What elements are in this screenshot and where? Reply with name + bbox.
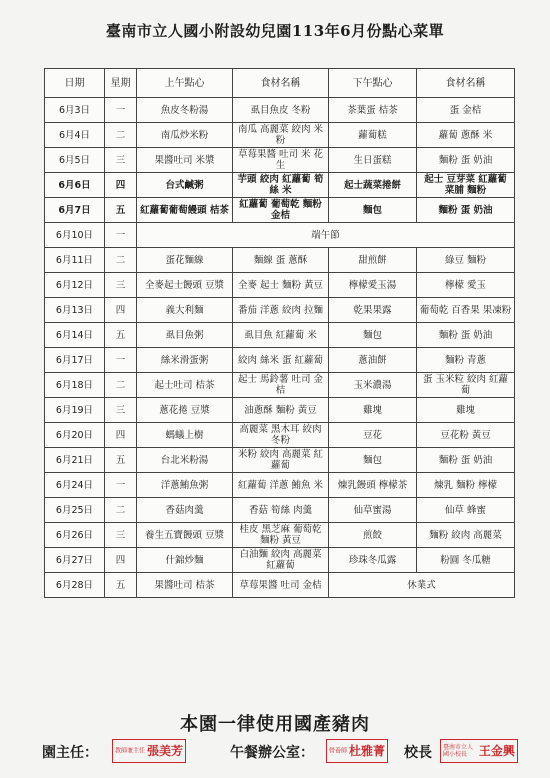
table-row <box>45 373 515 398</box>
signature-row <box>0 738 550 768</box>
am-ingredients-cell: 虱目魚 紅蘿蔔 米 <box>233 323 329 348</box>
am-ingredients-cell: 桂皮 黑芝麻 葡萄乾 麵粉 黃豆 <box>233 523 329 548</box>
pm-snack-cell: 豆花 <box>329 423 417 448</box>
holiday-note: 端午節 <box>137 223 515 248</box>
table-row <box>45 548 515 573</box>
date-cell: 6月18日 <box>45 373 105 398</box>
am-ingredients-cell: 起士 馬鈴薯 吐司 金桔 <box>233 373 329 398</box>
weekday-cell: 五 <box>105 323 137 348</box>
pm-ingredients-cell: 麵粉 絞肉 高麗菜 <box>417 523 515 548</box>
director-stamp <box>112 739 186 763</box>
weekday-cell: 一 <box>105 98 137 123</box>
table-row <box>45 523 515 548</box>
date-cell: 6月10日 <box>45 223 105 248</box>
pm-ingredients-cell: 葡萄乾 百香果 果凍粉 <box>417 298 515 323</box>
table-row <box>45 323 515 348</box>
date-cell: 6月21日 <box>45 448 105 473</box>
pm-ingredients-cell: 仙草 蜂蜜 <box>417 498 515 523</box>
pm-ingredients-cell: 粉圓 冬瓜糖 <box>417 548 515 573</box>
kitchen-stamp-name: 杜雅菁 <box>348 744 385 758</box>
pm-ingredients-cell: 煉乳 麵粉 檸檬 <box>417 473 515 498</box>
pm-ingredients-cell: 雞塊 <box>417 398 515 423</box>
principal-label: 校長 <box>404 745 432 761</box>
pm-ingredients-cell: 麵粉 蛋 奶油 <box>417 148 515 173</box>
am-snack-cell: 果醬吐司 桔茶 <box>137 573 233 598</box>
pm-ingredients-cell: 麵粉 蛋 奶油 <box>417 448 515 473</box>
date-cell: 6月7日 <box>45 198 105 223</box>
am-snack-cell: 全麥起士饅頭 豆漿 <box>137 273 233 298</box>
principal-stamp-name: 王金興 <box>478 744 515 758</box>
weekday-cell: 五 <box>105 198 137 223</box>
am-ingredients-cell: 米粉 絞肉 高麗菜 紅蘿蔔 <box>233 448 329 473</box>
pm-ingredients-cell: 麵粉 青蔥 <box>417 348 515 373</box>
pm-snack-cell: 仙草蜜湯 <box>329 498 417 523</box>
header-pm-snack: 下午點心 <box>329 69 417 98</box>
am-ingredients-cell: 麵線 蛋 蔥酥 <box>233 248 329 273</box>
am-snack-cell: 香菇肉羹 <box>137 498 233 523</box>
pm-snack-cell: 生日蛋糕 <box>329 148 417 173</box>
pm-snack-cell: 麵包 <box>329 448 417 473</box>
weekday-cell: 三 <box>105 398 137 423</box>
date-cell: 6月11日 <box>45 248 105 273</box>
weekday-cell: 四 <box>105 548 137 573</box>
weekday-cell: 四 <box>105 298 137 323</box>
date-cell: 6月14日 <box>45 323 105 348</box>
closing-ceremony-note: 休業式 <box>329 573 515 598</box>
date-cell: 6月26日 <box>45 523 105 548</box>
table-row <box>45 348 515 373</box>
am-ingredients-cell: 紅蘿蔔 葡萄乾 麵粉 金桔 <box>233 198 329 223</box>
am-snack-cell: 南瓜炒米粉 <box>137 123 233 148</box>
weekday-cell: 一 <box>105 473 137 498</box>
am-snack-cell: 魚皮冬粉湯 <box>137 98 233 123</box>
pm-ingredients-cell: 起士 豆芽菜 紅蘿蔔 菜脯 麵粉 <box>417 173 515 198</box>
table-row <box>45 273 515 298</box>
pm-ingredients-cell: 蛋 玉米粒 絞肉 紅蘿蔔 <box>417 373 515 398</box>
am-ingredients-cell: 虱目魚皮 冬粉 <box>233 98 329 123</box>
table-row <box>45 173 515 198</box>
am-ingredients-cell: 油蔥酥 麵粉 黃豆 <box>233 398 329 423</box>
am-ingredients-cell: 全麥 起士 麵粉 黃豆 <box>233 273 329 298</box>
table-row <box>45 448 515 473</box>
am-ingredients-cell: 南瓜 高麗菜 絞肉 米粉 <box>233 123 329 148</box>
date-cell: 6月25日 <box>45 498 105 523</box>
pm-ingredients-cell: 檸檬 愛玉 <box>417 273 515 298</box>
am-snack-cell: 虱目魚粥 <box>137 323 233 348</box>
kitchen-stamp <box>326 739 388 763</box>
pm-snack-cell: 起士蔬菜捲餅 <box>329 173 417 198</box>
table-header-row <box>45 69 515 98</box>
table-row <box>45 498 515 523</box>
date-cell: 6月6日 <box>45 173 105 198</box>
header-pm-ingredients: 食材名稱 <box>417 69 515 98</box>
date-cell: 6月27日 <box>45 548 105 573</box>
pm-ingredients-cell: 蘿蔔 蔥酥 米 <box>417 123 515 148</box>
pm-ingredients-cell: 麵粉 蛋 奶油 <box>417 323 515 348</box>
pm-snack-cell: 麵包 <box>329 323 417 348</box>
table-row <box>45 423 515 448</box>
weekday-cell: 五 <box>105 573 137 598</box>
pm-snack-cell: 煉乳饅頭 檸檬茶 <box>329 473 417 498</box>
weekday-cell: 二 <box>105 248 137 273</box>
table-row <box>45 198 515 223</box>
am-ingredients-cell: 紅蘿蔔 洋蔥 鮪魚 米 <box>233 473 329 498</box>
am-snack-cell: 義大利麵 <box>137 298 233 323</box>
table-row <box>45 248 515 273</box>
weekday-cell: 一 <box>105 348 137 373</box>
table-row <box>45 223 515 248</box>
am-ingredients-cell: 高麗菜 黑木耳 絞肉 冬粉 <box>233 423 329 448</box>
am-ingredients-cell: 草莓果醬 吐司 金桔 <box>233 573 329 598</box>
date-cell: 6月24日 <box>45 473 105 498</box>
weekday-cell: 三 <box>105 273 137 298</box>
weekday-cell: 四 <box>105 173 137 198</box>
am-snack-cell: 起士吐司 桔茶 <box>137 373 233 398</box>
pm-ingredients-cell: 麵粉 蛋 奶油 <box>417 198 515 223</box>
table-row <box>45 148 515 173</box>
weekday-cell: 二 <box>105 498 137 523</box>
header-weekday: 星期 <box>105 69 137 98</box>
weekday-cell: 三 <box>105 148 137 173</box>
am-snack-cell: 螞蟻上樹 <box>137 423 233 448</box>
principal-stamp <box>440 739 518 763</box>
table-row <box>45 123 515 148</box>
am-snack-cell: 台北米粉湯 <box>137 448 233 473</box>
date-cell: 6月19日 <box>45 398 105 423</box>
header-am-ingredients: 食材名稱 <box>233 69 329 98</box>
weekday-cell: 五 <box>105 448 137 473</box>
snack-menu-table <box>44 68 515 598</box>
am-ingredients-cell: 絞肉 絲米 蛋 紅蘿蔔 <box>233 348 329 373</box>
pm-snack-cell: 煎餃 <box>329 523 417 548</box>
am-snack-cell: 洋蔥鮪魚粥 <box>137 473 233 498</box>
weekday-cell: 四 <box>105 423 137 448</box>
am-snack-cell: 蛋花麵線 <box>137 248 233 273</box>
date-cell: 6月17日 <box>45 348 105 373</box>
weekday-cell: 三 <box>105 523 137 548</box>
kitchen-stamp-title: 營養師 <box>329 747 348 755</box>
pm-snack-cell: 雞塊 <box>329 398 417 423</box>
am-snack-cell: 蔥花捲 豆漿 <box>137 398 233 423</box>
pork-origin-notice: 本園一律使用國產豬肉 <box>180 714 370 735</box>
header-date: 日期 <box>45 69 105 98</box>
date-cell: 6月13日 <box>45 298 105 323</box>
weekday-cell: 二 <box>105 123 137 148</box>
header-am-snack: 上午點心 <box>137 69 233 98</box>
date-cell: 6月12日 <box>45 273 105 298</box>
am-snack-cell: 絲米滑蛋粥 <box>137 348 233 373</box>
pm-snack-cell: 蔥油餅 <box>329 348 417 373</box>
director-stamp-title: 教師兼主任 <box>115 747 146 755</box>
am-ingredients-cell: 白油麵 絞肉 高麗菜 紅蘿蔔 <box>233 548 329 573</box>
am-snack-cell: 紅蘿蔔葡萄饅頭 桔茶 <box>137 198 233 223</box>
director-label: 園主任： <box>42 745 98 761</box>
am-ingredients-cell: 香菇 筍絲 肉羹 <box>233 498 329 523</box>
director-stamp-name: 張美芳 <box>146 744 183 758</box>
pm-snack-cell: 玉米濃湯 <box>329 373 417 398</box>
principal-stamp-title: 臺南市立人國小校長 <box>443 744 474 758</box>
weekday-cell: 一 <box>105 223 137 248</box>
weekday-cell: 二 <box>105 373 137 398</box>
pm-snack-cell: 乾果果露 <box>329 298 417 323</box>
am-snack-cell: 什錦炒麵 <box>137 548 233 573</box>
pm-snack-cell: 珍珠冬瓜露 <box>329 548 417 573</box>
table-row <box>45 573 515 598</box>
date-cell: 6月4日 <box>45 123 105 148</box>
pm-snack-cell: 麵包 <box>329 198 417 223</box>
date-cell: 6月28日 <box>45 573 105 598</box>
pm-ingredients-cell: 豆花粉 黃豆 <box>417 423 515 448</box>
pm-ingredients-cell: 蛋 金桔 <box>417 98 515 123</box>
am-snack-cell: 果醬吐司 米漿 <box>137 148 233 173</box>
am-snack-cell: 養生五寶饅頭 豆漿 <box>137 523 233 548</box>
date-cell: 6月5日 <box>45 148 105 173</box>
pm-ingredients-cell: 綠豆 麵粉 <box>417 248 515 273</box>
kitchen-office-label: 午餐辦公室： <box>230 745 314 761</box>
pm-snack-cell: 蘿蔔糕 <box>329 123 417 148</box>
date-cell: 6月20日 <box>45 423 105 448</box>
table-row <box>45 473 515 498</box>
table-row <box>45 98 515 123</box>
table-row <box>45 398 515 423</box>
am-ingredients-cell: 草莓果醬 吐司 米 花生 <box>233 148 329 173</box>
pm-snack-cell: 茶葉蛋 桔茶 <box>329 98 417 123</box>
pm-snack-cell: 甜煎餅 <box>329 248 417 273</box>
page-title: 臺南市立人國小附設幼兒園113年6月份點心菜單 <box>105 22 445 40</box>
am-ingredients-cell: 芋頭 絞肉 紅蘿蔔 筍絲 米 <box>233 173 329 198</box>
table-body <box>45 98 515 598</box>
am-snack-cell: 台式鹹粥 <box>137 173 233 198</box>
table-row <box>45 298 515 323</box>
pm-snack-cell: 檸檬愛玉湯 <box>329 273 417 298</box>
date-cell: 6月3日 <box>45 98 105 123</box>
am-ingredients-cell: 番茄 洋蔥 絞肉 拉麵 <box>233 298 329 323</box>
